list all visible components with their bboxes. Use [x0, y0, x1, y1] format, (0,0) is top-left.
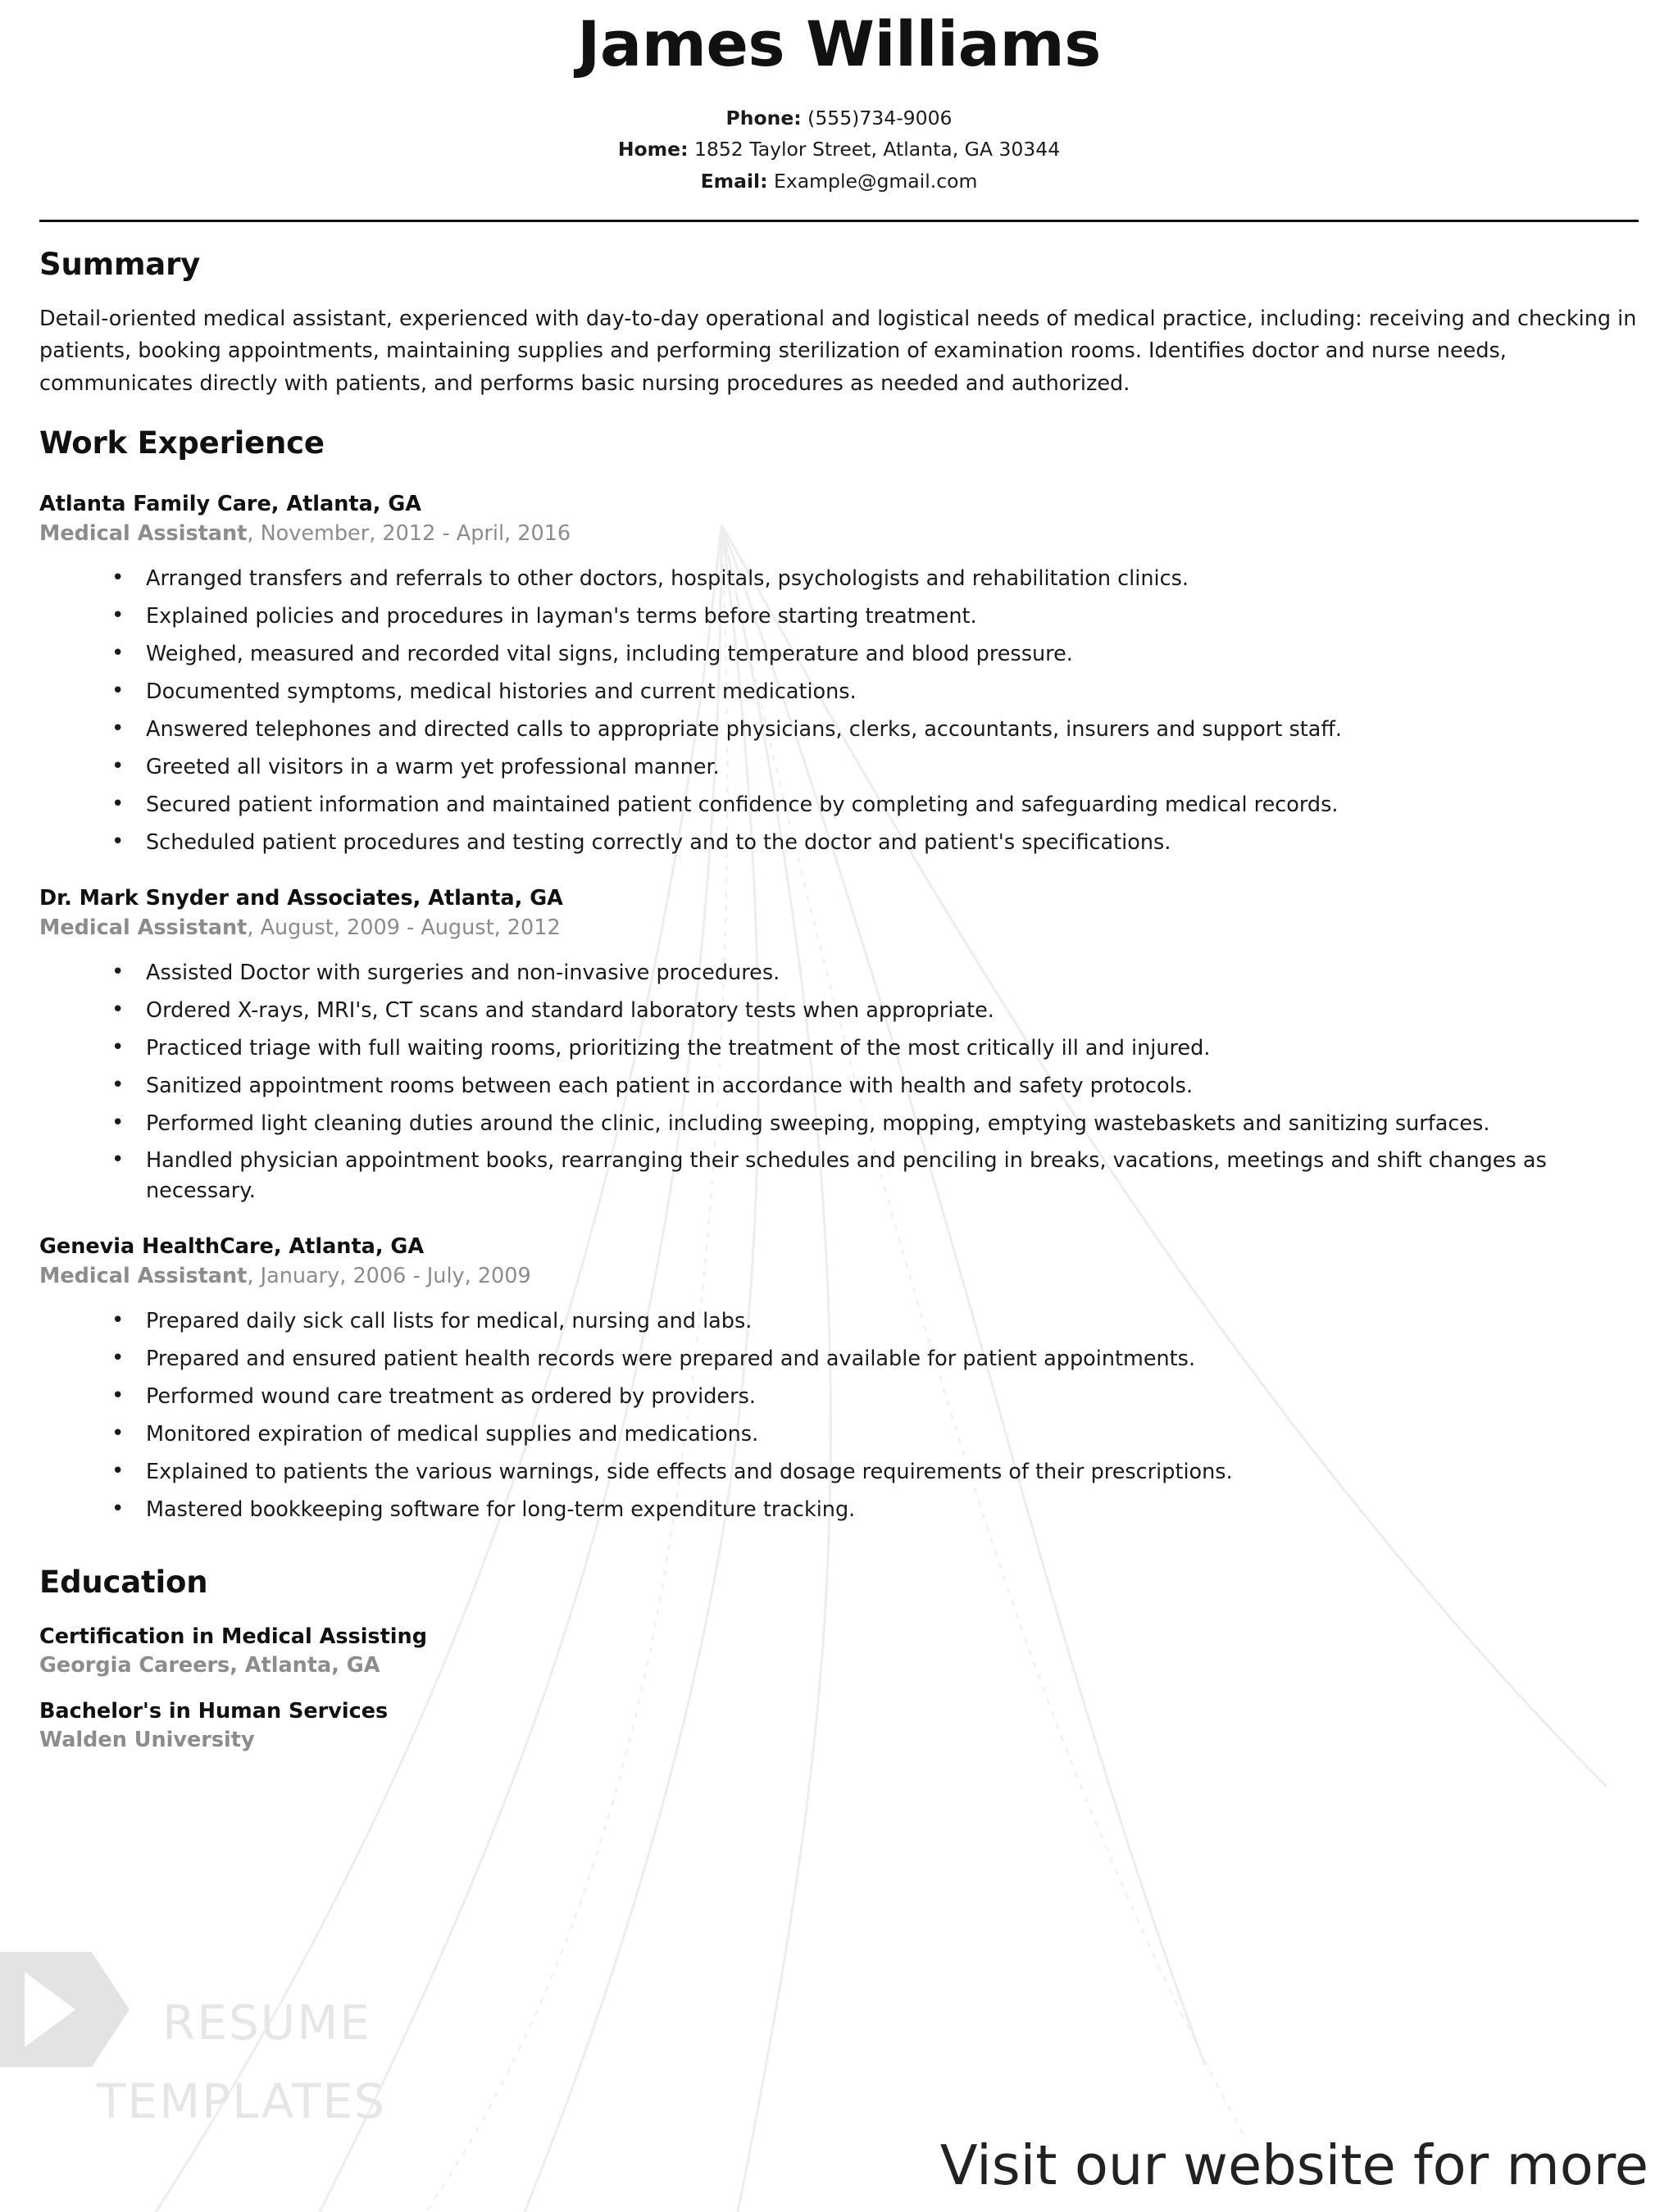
job-bullet-list — [39, 564, 1639, 858]
phone-line — [39, 102, 1639, 134]
phone-value: (555)734-9006 — [807, 107, 953, 130]
job-location: Atlanta, GA — [286, 491, 422, 516]
email-line — [39, 166, 1639, 197]
email-label: Email: — [700, 169, 768, 193]
job-bullet: • Monitored expiration of medical supplies and medications. — [146, 1419, 1639, 1450]
job-separator: , — [412, 885, 429, 911]
job-employer: Genevia HealthCare — [39, 1234, 274, 1260]
job-bullet: • Sanitized appointment rooms between each patient in accordance with health and safety protocols. — [146, 1071, 1639, 1101]
job-meta-line — [39, 915, 1639, 940]
job-location: Atlanta, GA — [289, 1234, 425, 1260]
section-heading-summary: Summary — [39, 246, 201, 282]
job-bullet: • Explained to patients the various warnings, side effects and dosage requirements of their prescriptions. — [146, 1457, 1639, 1488]
job-bullet: • Arranged transfers and referrals to other doctors, hospitals, psychologists and rehabilitation clinics. — [146, 564, 1639, 594]
job-bullet: • Mastered bookkeeping software for long-term expenditure tracking. — [146, 1495, 1639, 1525]
watermark-templates-text: TEMPLATES — [97, 2073, 386, 2129]
job-bullet: • Weighed, measured and recorded vital signs, including temperature and blood pressure. — [146, 639, 1639, 670]
education-institution: Georgia Careers, Atlanta, GA — [39, 1653, 380, 1678]
job-employer: Dr. Mark Snyder and Associates — [39, 885, 413, 911]
job-bullet: • Scheduled patient procedures and testing correctly and to the doctor and patient's specifications. — [146, 828, 1639, 858]
job-bullet-list — [39, 958, 1639, 1207]
watermark-resume-text: RESUME — [162, 1995, 371, 2051]
education-title: Bachelor's in Human Services — [39, 1699, 389, 1724]
contact-block — [39, 102, 1639, 196]
candidate-name: James Williams — [577, 7, 1101, 80]
education-entry — [39, 1699, 1639, 1752]
job-location: Atlanta, GA — [428, 885, 563, 911]
job-entry — [39, 492, 1639, 858]
job-title-line — [39, 492, 1639, 516]
job-title-line — [39, 886, 1639, 911]
job-separator: , — [271, 491, 287, 516]
job-bullet: • Performed wound care treatment as ordered by providers. — [146, 1382, 1639, 1412]
section-heading-work-experience: Work Experience — [39, 425, 325, 461]
job-meta-line — [39, 1264, 1639, 1288]
job-dates: , January, 2006 - July, 2009 — [247, 1264, 531, 1289]
job-employer: Atlanta Family Care — [39, 491, 271, 516]
education-entry — [39, 1624, 1639, 1678]
job-bullet: • Practiced triage with full waiting rooms, prioritizing the treatment of the most critically ill and injured. — [146, 1033, 1639, 1064]
job-bullet: • Handled physician appointment books, rearranging their schedules and penciling in breaks, vacations, meetings and shift changes as necessary. — [146, 1146, 1639, 1206]
job-title-line — [39, 1234, 1639, 1259]
job-bullet: • Secured patient information and maintained patient confidence by completing and safeguarding medical records. — [146, 790, 1639, 820]
job-role: Medical Assistant — [39, 1264, 248, 1289]
education-institution: Walden University — [39, 1728, 255, 1753]
job-bullet: • Answered telephones and directed calls to appropriate physicians, clerks, accountants, insurers and support staff. — [146, 715, 1639, 745]
job-entry — [39, 1234, 1639, 1525]
resume-content — [39, 8, 1639, 1752]
education-title: Certification in Medical Assisting — [39, 1624, 427, 1650]
job-bullet: • Ordered X-rays, MRI's, CT scans and standard laboratory tests when appropriate. — [146, 996, 1639, 1026]
job-dates: , August, 2009 - August, 2012 — [247, 915, 561, 940]
job-entry — [39, 886, 1639, 1207]
promo-text: Visit our website for more — [939, 2133, 1648, 2197]
job-meta-line — [39, 521, 1639, 546]
job-bullet-list — [39, 1306, 1639, 1525]
job-bullet: • Greeted all visitors in a warm yet professional manner. — [146, 752, 1639, 783]
job-bullet: • Prepared and ensured patient health records were prepared and available for patient appointments. — [146, 1344, 1639, 1374]
job-role: Medical Assistant — [39, 520, 248, 546]
job-bullet: • Prepared daily sick call lists for medical, nursing and labs. — [146, 1306, 1639, 1337]
job-bullet: • Performed light cleaning duties around the clinic, including sweeping, mopping, emptying wastebaskets and sanitizing surfaces. — [146, 1109, 1639, 1139]
summary-text: Detail-oriented medical assistant, experienced with day-to-day operational and logistical needs of medical practice, including: receiving and checking in patients, booking appointments, maintaining supplies and performing sterilization of examination rooms. Identifies doctor and nurse needs, communicates directly with patients, and performs basic nursing procedures as needed and authorized. — [39, 306, 1637, 397]
job-bullet: • Explained policies and procedures in layman's terms before starting treatment. — [146, 602, 1639, 632]
play-arrow-icon — [0, 1949, 130, 2070]
job-separator: , — [273, 1234, 289, 1260]
phone-label: Phone: — [725, 107, 802, 130]
job-bullet: • Assisted Doctor with surgeries and non-invasive procedures. — [146, 958, 1639, 988]
home-line — [39, 134, 1639, 165]
home-value: 1852 Taylor Street, Atlanta, GA 30344 — [693, 138, 1061, 161]
home-label: Home: — [617, 138, 689, 161]
job-dates: , November, 2012 - April, 2016 — [247, 520, 571, 546]
header-divider — [39, 220, 1639, 222]
job-role: Medical Assistant — [39, 915, 248, 940]
email-value: Example@gmail.com — [774, 169, 978, 193]
section-heading-education: Education — [39, 1565, 208, 1601]
job-bullet: • Documented symptoms, medical histories and current medications. — [146, 677, 1639, 707]
